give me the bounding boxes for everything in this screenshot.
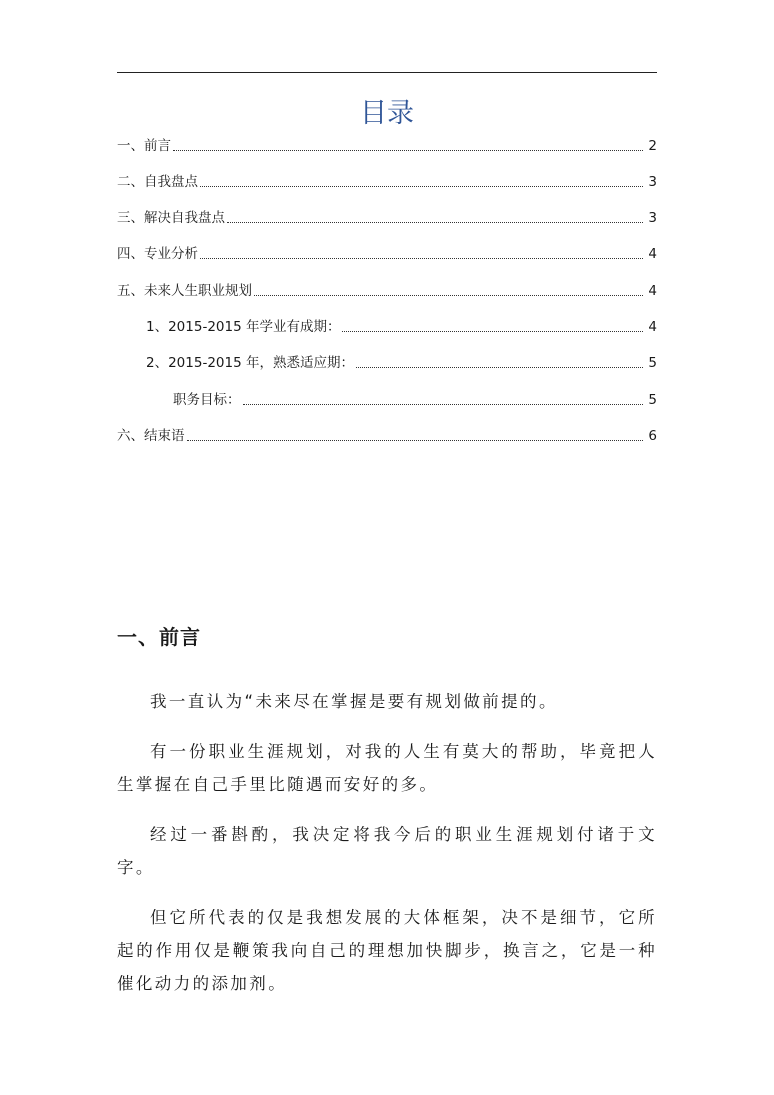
section-heading: 一、前言 [117,625,201,649]
header-rule [117,72,657,73]
toc-leader-dots [173,150,643,151]
toc-leader-dots [200,186,643,187]
toc-entry[interactable] [146,316,657,338]
toc-entry-page: 3 [648,210,657,226]
toc-entry-label: 五、未来人生职业规划 [117,283,252,299]
toc-entry-page: 2 [648,138,657,154]
toc-leader-dots [243,404,644,405]
toc-entry[interactable] [173,389,657,411]
toc-leader-dots [187,440,644,441]
toc-entry[interactable] [117,280,657,302]
toc-leader-dots [200,258,643,259]
toc-entry-page: 6 [648,428,657,444]
toc-entry-page: 3 [648,174,657,190]
toc-leader-dots [254,295,643,296]
toc-entry-label: 六、结束语 [117,428,185,444]
toc-leader-dots [342,331,643,332]
toc-entry-page: 4 [648,283,657,299]
paragraph: 经过一番斟酌，我决定将我今后的职业生涯规划付诸于文字。 [117,825,657,877]
toc-entry-label: 1、2015-2015 年学业有成期： [146,319,341,335]
paragraph: 我一直认为“未来尽在掌握是要有规划做前提的。 [150,692,558,711]
toc-leader-dots [227,222,643,223]
toc-entry-label: 职务目标： [173,392,241,408]
paragraph: 有一份职业生涯规划，对我的人生有莫大的帮助，毕竟把人生掌握在自己手里比随遇而安好的多。 [117,742,657,794]
toc-entry-label: 2、2015-2015 年，熟悉适应期： [146,355,354,371]
toc-entry-label: 四、专业分析 [117,246,198,262]
toc-entry[interactable] [117,171,657,193]
toc-entry[interactable] [117,207,657,229]
toc-entry[interactable] [117,425,657,447]
toc-entry-page: 4 [648,319,657,335]
toc-entry-page: 5 [648,355,657,371]
toc-entry-page: 4 [648,246,657,262]
toc-entry-page: 5 [648,392,657,408]
toc-leader-dots [356,367,643,368]
section-body [117,685,657,1017]
toc-entry[interactable] [117,135,657,157]
toc-entry-label: 一、前言 [117,138,171,154]
toc-entry-label: 二、自我盘点 [117,174,198,190]
paragraph: 但它所代表的仅是我想发展的大体框架，决不是细节，它所起的作用仅是鞭策我向自己的理想加快脚步，换言之，它是一种催化动力的添加剂。 [117,908,657,993]
toc-title: 目录 [360,98,414,129]
toc-entry-label: 三、解决自我盘点 [117,210,225,226]
toc-entry[interactable] [146,352,657,374]
toc-entry[interactable] [117,243,657,265]
